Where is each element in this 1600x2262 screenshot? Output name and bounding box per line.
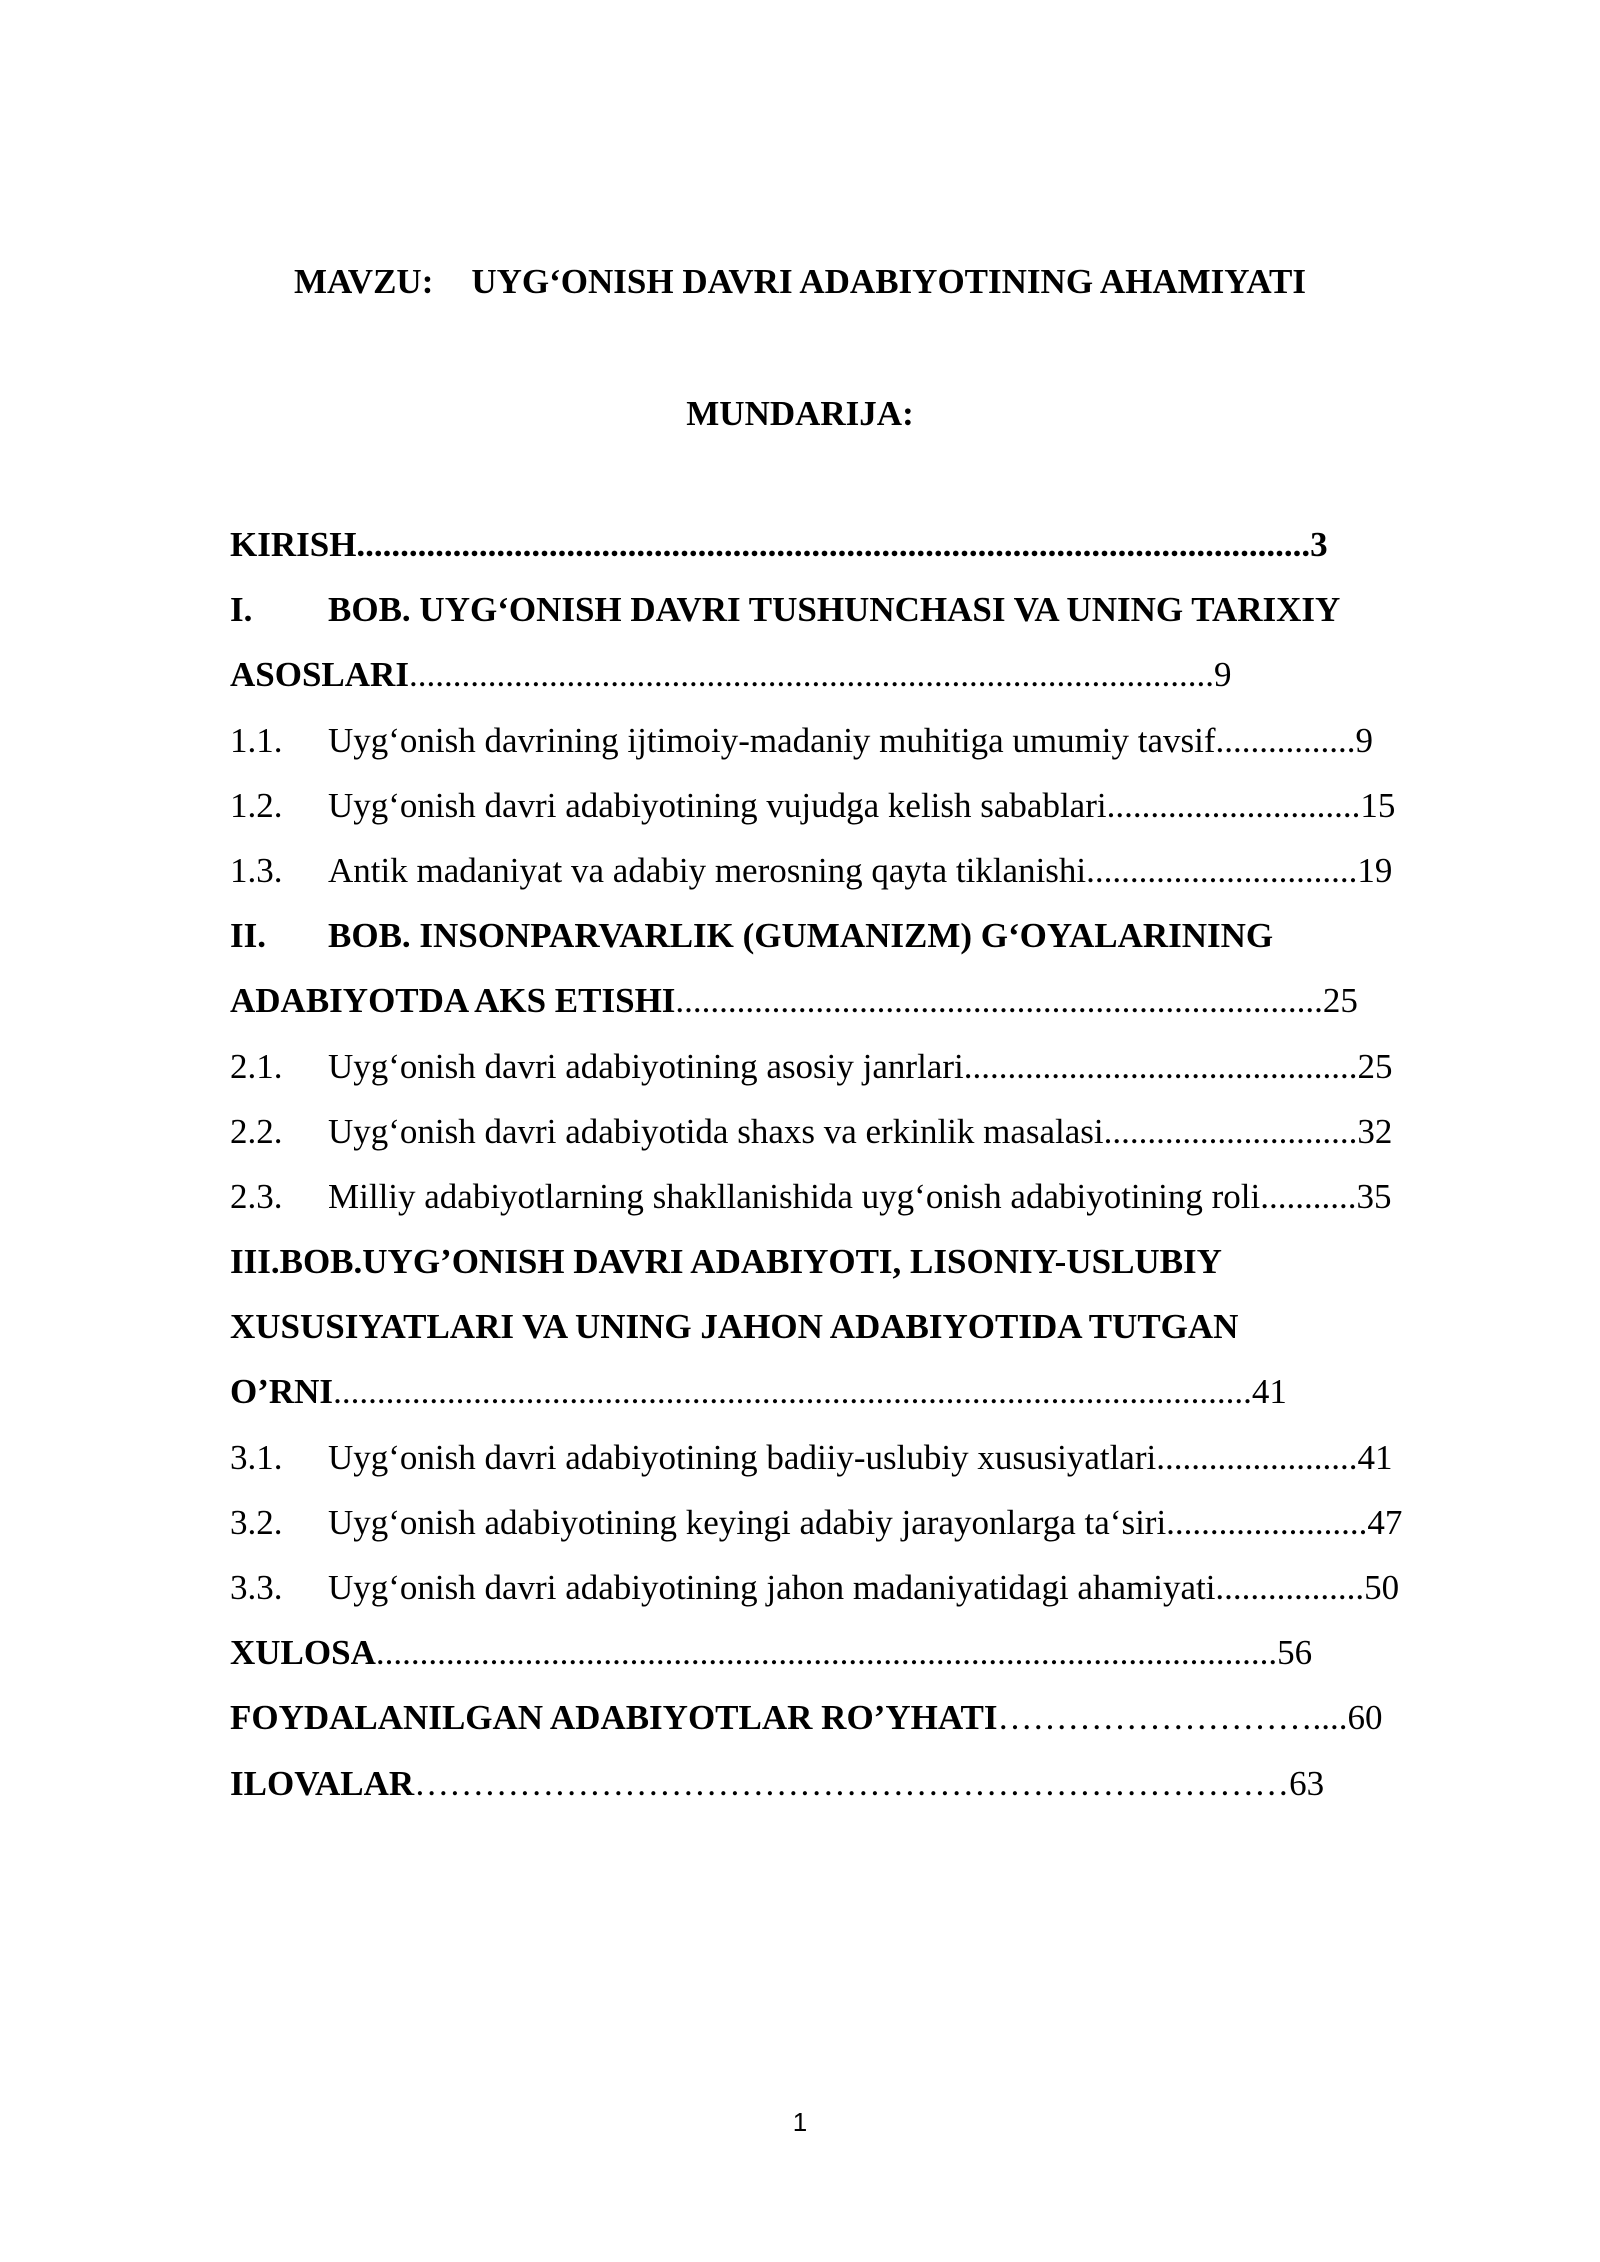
toc-section-text: Uyg‘onish davrining ijtimoiy-madaniy muhitiga umumiy tavsif................9 xyxy=(328,720,1374,760)
toc-entry-chapter-3-cont: XUSUSIYATLARI VA UNING JAHON ADABIYOTIDA TUTGAN xyxy=(230,1307,1239,1347)
toc-entry-intro: KIRISH.............................................................................................................3 xyxy=(230,525,1328,564)
toc-section-text: Uyg‘onish davri adabiyotining vujudga kelish sabablari.............................15 xyxy=(328,785,1396,825)
toc-entry-section xyxy=(230,1433,1490,1498)
toc-section-text: Uyg‘onish davri adabiyotida shaxs va erkinlik masalasi.............................32 xyxy=(328,1111,1393,1151)
toc-section-number: 2.3. xyxy=(230,1176,283,1216)
toc-chapter-title-cont: O’RNI xyxy=(230,1372,334,1412)
toc-section-text: Uyg‘onish davri adabiyotining jahon madaniyatidagi ahamiyati.................50 xyxy=(328,1568,1400,1607)
contents-heading: MUNDARIJA: xyxy=(686,394,914,433)
toc-section-number: 3.1. xyxy=(230,1437,283,1477)
toc-entry-chapter-2-cont xyxy=(230,976,1490,1041)
topic-label: MAVZU: xyxy=(294,262,434,301)
topic-text: UYG‘ONISH DAVRI ADABIYOTINING AHAMIYATI xyxy=(471,262,1306,301)
toc-entry-conclusion xyxy=(230,1628,1490,1693)
table-of-contents xyxy=(230,520,1490,1824)
toc-references-title: FOYDALANILGAN ADABIYOTLAR RO’YHATI xyxy=(230,1698,998,1738)
toc-section-text: Uyg‘onish davri adabiyotining badiiy-uslubiy xususiyatlari.......................41 xyxy=(328,1437,1393,1477)
toc-section-number: 1.3. xyxy=(230,850,283,890)
toc-section-number: 2.1. xyxy=(230,1046,283,1086)
toc-chapter-number: II. xyxy=(230,916,266,956)
toc-section-number: 3.2. xyxy=(230,1502,283,1542)
toc-chapter-number: I. xyxy=(230,590,253,630)
toc-chapter-title-cont: ASOSLARI xyxy=(230,655,409,695)
toc-section-text: Uyg‘onish adabiyotining keyingi adabiy jarayonlarga ta‘siri.......................47 xyxy=(328,1502,1403,1542)
toc-section-number: 3.3. xyxy=(230,1568,283,1607)
toc-leader-page: ………………………....60 xyxy=(997,1698,1383,1738)
toc-chapter-title-cont: ADABIYOTDA AKS ETISHI xyxy=(230,981,676,1021)
page-number: 1 xyxy=(792,2107,808,2137)
toc-entry-chapter-3-cont xyxy=(230,1367,1490,1432)
toc-entry-section xyxy=(230,1498,1490,1563)
toc-entry-section xyxy=(230,716,1490,781)
toc-section-number: 2.2. xyxy=(230,1111,283,1151)
toc-entry-chapter-2 xyxy=(230,911,1490,976)
toc-entry-section xyxy=(230,1042,1490,1107)
toc-section-number: 1.2. xyxy=(230,785,283,825)
toc-section-text: Uyg‘onish davri adabiyotining asosiy janrlari.............................................25 xyxy=(328,1046,1393,1086)
toc-entry-references xyxy=(230,1693,1490,1758)
toc-chapter-title: BOB. UYG‘ONISH DAVRI TUSHUNCHASI VA UNING TARIXIY xyxy=(328,590,1341,630)
toc-section-number: 1.1. xyxy=(230,720,283,760)
toc-entry-chapter-1-cont xyxy=(230,650,1490,715)
toc-entry-section xyxy=(230,1563,1490,1628)
toc-entry-chapter-3: III.BOB.UYG’ONISH DAVRI ADABIYOTI, LISONIY-USLUBIY xyxy=(230,1242,1222,1282)
toc-leader-page: ..........................................................................25 xyxy=(675,981,1358,1021)
toc-appendix-title: ILOVALAR xyxy=(230,1763,415,1803)
toc-chapter-title: BOB. INSONPARVARLIK (GUMANIZM) G‘OYALARINING xyxy=(328,916,1274,956)
toc-section-text: Antik madaniyat va adabiy merosning qayta tiklanishi...............................19 xyxy=(328,850,1393,890)
toc-leader-page: …………………………………………………………………63 xyxy=(414,1763,1325,1803)
toc-entry-section xyxy=(230,1107,1490,1172)
toc-entry-section xyxy=(230,1172,1490,1237)
toc-entry-chapter-1 xyxy=(230,585,1490,650)
toc-leader-page: .......................................................................................................56 xyxy=(375,1633,1313,1673)
toc-leader-page: ............................................................................................9 xyxy=(408,655,1232,695)
toc-section-text: Milliy adabiyotlarning shakllanishida uyg‘onish adabiyotining roli...........35 xyxy=(328,1176,1392,1216)
toc-entry-appendix xyxy=(230,1759,1490,1824)
toc-entry-section xyxy=(230,781,1490,846)
toc-entry-section xyxy=(230,846,1490,911)
topic-title xyxy=(0,258,1600,306)
toc-leader-page: .........................................................................................................41 xyxy=(333,1372,1287,1412)
toc-conclusion-title: XULOSA xyxy=(230,1633,376,1673)
